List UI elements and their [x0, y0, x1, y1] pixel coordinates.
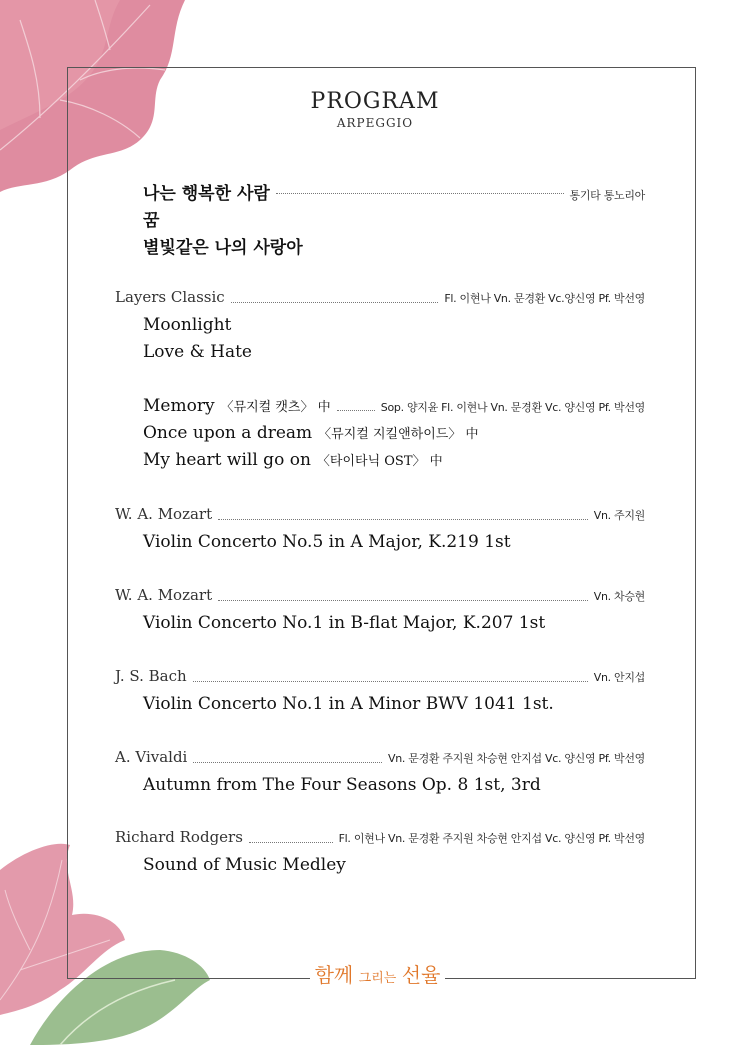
composer-name: Richard Rodgers [115, 828, 243, 846]
performers: Vn. 문경환 주지원 차승현 안지섭 Vc. 양신영 Pf. 박선영 [387, 752, 645, 765]
leader-dots [218, 599, 588, 601]
composer-name: J. S. Bach [115, 667, 187, 685]
performers: Vn. 차승현 [593, 590, 645, 603]
program-entry [115, 288, 645, 310]
work-note: 〈타이타닉 OST〉 中 [316, 454, 443, 469]
program-header [0, 90, 750, 130]
program-entry [143, 233, 645, 258]
leader-dots [231, 301, 439, 303]
work-title: Sound of Music Medley [143, 855, 346, 875]
work-title: Violin Concerto No.1 in A Minor BWV 1041 1st. [143, 694, 554, 714]
work-title: My heart will go on [143, 450, 311, 470]
work-note: 〈뮤지컬 캣츠〉 中 [220, 400, 331, 415]
composer-name: W. A. Mozart [115, 505, 213, 523]
leader-dots [337, 409, 375, 411]
composer-name: Layers Classic [115, 288, 225, 306]
work-title: Violin Concerto No.5 in A Major, K.219 1st [143, 532, 511, 552]
footer-logo [310, 960, 445, 990]
logo-word-1: 함께 [314, 963, 354, 987]
leader-dots [193, 761, 382, 763]
work-title: Love & Hate [143, 342, 252, 362]
work-title: 별빛같은 나의 사랑아 [143, 238, 303, 258]
work-title: Moonlight [143, 315, 232, 335]
leader-dots [249, 841, 333, 843]
work-note: 〈뮤지컬 지킬앤하이드〉 中 [318, 427, 479, 442]
program-entry [143, 342, 645, 364]
program-entry [143, 179, 645, 204]
program-entry [143, 450, 645, 472]
leader-dots [218, 518, 588, 520]
performers: 통기타 통노리아 [569, 189, 645, 202]
performers: Fl. 이현나 Vn. 문경환 주지원 차승현 안지섭 Vc. 양신영 Pf. 박선영 [338, 832, 645, 845]
program-entry [143, 775, 645, 797]
program-entry [115, 667, 645, 689]
page-subtitle: ARPEGGIO [336, 116, 414, 130]
composer-name: W. A. Mozart [115, 586, 213, 604]
work-title: Memory [143, 396, 215, 416]
program-entry [143, 315, 645, 337]
program-entry [115, 586, 645, 608]
program-entry [143, 855, 645, 877]
work-title: 나는 행복한 사람 [143, 184, 270, 204]
program-entry [115, 828, 645, 850]
logo-word-3: 선율 [401, 963, 441, 987]
composer-name: A. Vivaldi [115, 748, 188, 766]
program-entry [143, 613, 645, 635]
performers: Vn. 주지원 [593, 509, 645, 522]
performers: Sop. 양지윤 Fl. 이현나 Vn. 문경환 Vc. 양신영 Pf. 박선영 [380, 401, 645, 414]
page-title: PROGRAM [310, 89, 440, 114]
work-title: 꿈 [143, 211, 160, 231]
work-title: Violin Concerto No.1 in B-flat Major, K.207 1st [143, 613, 546, 633]
leader-dots [276, 192, 564, 194]
work-title: Autumn from The Four Seasons Op. 8 1st, 3rd [143, 775, 541, 795]
program-entry [143, 423, 645, 445]
program-entry [143, 396, 645, 418]
program-entry [143, 206, 645, 231]
performers: Vn. 안지섭 [593, 671, 645, 684]
program-entry [143, 694, 645, 716]
program-entry [143, 532, 645, 554]
work-title: Once upon a dream [143, 423, 313, 443]
program-entry [115, 748, 645, 770]
logo-word-2: 그리는 [358, 971, 397, 986]
leader-dots [193, 680, 588, 682]
program-entry [115, 505, 645, 527]
performers: Fl. 이현나 Vn. 문경환 Vc.양신영 Pf. 박선영 [444, 292, 645, 305]
